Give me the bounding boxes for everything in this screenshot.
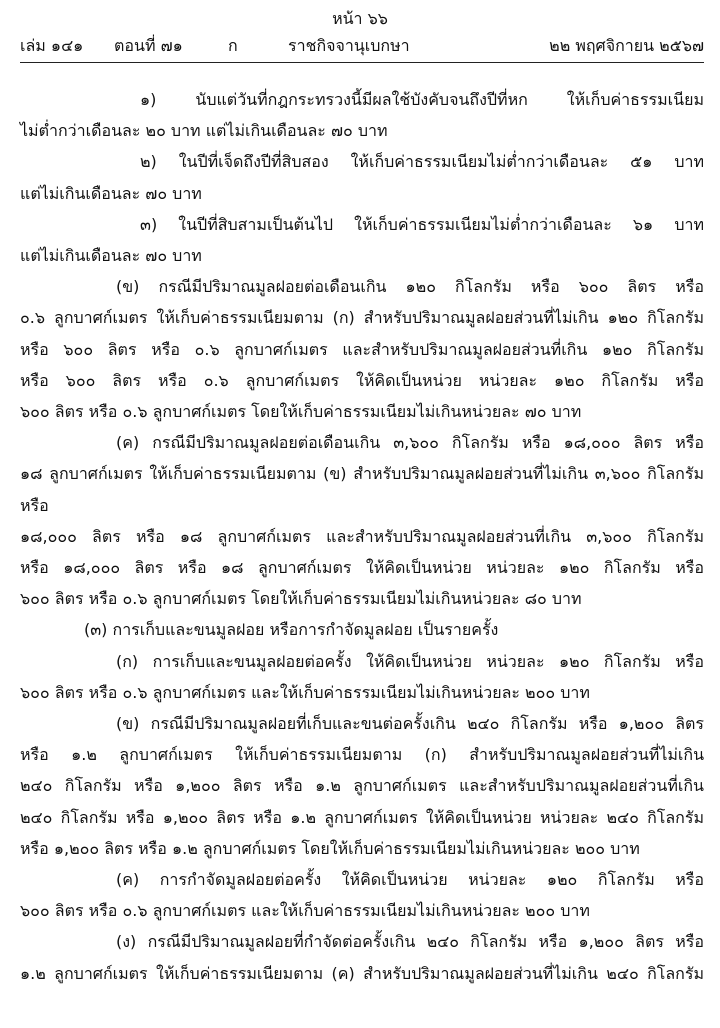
header-divider: [20, 62, 704, 63]
text-line: ไม่ต่ำกว่าเดือนละ ๒๐ บาท แต่ไม่เกินเดือนละ ๗๐ บาท: [20, 121, 388, 141]
volume-number: เล่ม ๑๔๑: [20, 36, 84, 55]
text-line: (ค) กรณีมีปริมาณมูลฝอยต่อเดือนเกิน ๓,๖๐๐ กิโลกรัม หรือ ๑๘,๐๐๐ ลิตร หรือ: [116, 433, 704, 453]
text-line: ๖๐๐ ลิตร หรือ ๐.๖ ลูกบาศก์เมตร และให้เก็บค่าธรรมเนียมไม่เกินหน่วยละ ๒๐๐ บาท: [20, 682, 590, 702]
text-line: (ข) กรณีมีปริมาณมูลฝอยต่อเดือนเกิน ๑๒๐ กิโลกรัม หรือ ๖๐๐ ลิตร หรือ: [116, 277, 704, 297]
text-line: ๐.๖ ลูกบาศก์เมตร ให้เก็บค่าธรรมเนียมตาม (ก) สำหรับปริมาณมูลฝอยส่วนที่ไม่เกิน ๑๒๐ กิโลกรัม: [20, 308, 704, 328]
text-line: (ก) การเก็บและขนมูลฝอยต่อครั้ง ให้คิดเป็นหน่วย หน่วยละ ๑๒๐ กิโลกรัม หรือ: [116, 651, 704, 671]
text-line: หรือ ๑,๒๐๐ ลิตร หรือ ๑.๒ ลูกบาศก์เมตร โดยให้เก็บค่าธรรมเนียมไม่เกินหน่วยละ ๒๐๐ บาท: [20, 838, 640, 858]
text-line: (๓) การเก็บและขนมูลฝอย หรือการกำจัดมูลฝอย เป็นรายครั้ง: [84, 620, 499, 640]
text-line: ๑.๒ ลูกบาศก์เมตร ให้เก็บค่าธรรมเนียมตาม (ค) สำหรับปริมาณมูลฝอยส่วนที่ไม่เกิน ๒๔๐ กิโลกรัม: [20, 963, 704, 983]
text-line: หรือ ๑๘,๐๐๐ ลิตร หรือ ๑๘ ลูกบาศก์เมตร ให้คิดเป็นหน่วย หน่วยละ ๑๒๐ กิโลกรัม หรือ: [20, 558, 704, 578]
text-line: ๓) ในปีที่สิบสามเป็นต้นไป ให้เก็บค่าธรรมเนียมไม่ต่ำกว่าเดือนละ ๖๑ บาท: [140, 214, 704, 234]
text-line: แต่ไม่เกินเดือนละ ๗๐ บาท: [20, 183, 202, 203]
text-line: แต่ไม่เกินเดือนละ ๗๐ บาท: [20, 246, 202, 266]
issue-number: ตอนที่ ๗๑: [114, 36, 183, 55]
text-line: หรือ ๖๐๐ ลิตร หรือ ๐.๖ ลูกบาศก์เมตร และสำหรับปริมาณมูลฝอยส่วนที่เกิน ๑๒๐ กิโลกรัม: [20, 339, 704, 359]
text-line: (ค) การกำจัดมูลฝอยต่อครั้ง ให้คิดเป็นหน่วย หน่วยละ ๑๒๐ กิโลกรัม หรือ: [116, 870, 704, 890]
text-line: หรือ ๑.๒ ลูกบาศก์เมตร ให้เก็บค่าธรรมเนียมตาม (ก) สำหรับปริมาณมูลฝอยส่วนที่ไม่เกิน: [20, 745, 704, 765]
text-line: ๒๔๐ กิโลกรัม หรือ ๑,๒๐๐ ลิตร หรือ ๑.๒ ลูกบาศก์เมตร ให้คิดเป็นหน่วย หน่วยละ ๒๔๐ กิโลกรัม: [20, 807, 704, 827]
text-line: (ข) กรณีมีปริมาณมูลฝอยที่เก็บและขนต่อครั้งเกิน ๒๔๐ กิโลกรัม หรือ ๑,๒๐๐ ลิตร: [116, 714, 704, 734]
section-letter: ก: [228, 36, 238, 55]
text-line: ๖๐๐ ลิตร หรือ ๐.๖ ลูกบาศก์เมตร โดยให้เก็บค่าธรรมเนียมไม่เกินหน่วยละ ๗๐ บาท: [20, 402, 582, 422]
text-line: ๒) ในปีที่เจ็ดถึงปีที่สิบสอง ให้เก็บค่าธรรมเนียมไม่ต่ำกว่าเดือนละ ๕๑ บาท: [140, 152, 704, 172]
text-line: ๑๘,๐๐๐ ลิตร หรือ ๑๘ ลูกบาศก์เมตร และสำหรับปริมาณมูลฝอยส่วนที่เกิน ๓,๖๐๐ กิโลกรัม: [20, 526, 704, 546]
document-body: [20, 84, 704, 989]
text-line: ๖๐๐ ลิตร หรือ ๐.๖ ลูกบาศก์เมตร โดยให้เก็บค่าธรรมเนียมไม่เกินหน่วยละ ๘๐ บาท: [20, 589, 582, 609]
publication-date: ๒๒ พฤศจิกายน ๒๕๖๗: [549, 36, 704, 55]
text-line: ๑๘ ลูกบาศก์เมตร ให้เก็บค่าธรรมเนียมตาม (ข) สำหรับปริมาณมูลฝอยส่วนที่ไม่เกิน ๓,๖๐๐ กิโลกรัม หรือ: [20, 464, 704, 515]
gazette-name: ราชกิจจานุเบกษา: [288, 36, 410, 55]
gazette-header: [20, 34, 704, 58]
text-line: ๑) นับแต่วันที่กฎกระทรวงนี้มีผลใช้บังคับจนถึงปีที่หก ให้เก็บค่าธรรมเนียม: [140, 90, 704, 109]
text-line: ๖๐๐ ลิตร หรือ ๐.๖ ลูกบาศก์เมตร และให้เก็บค่าธรรมเนียมไม่เกินหน่วยละ ๒๐๐ บาท: [20, 901, 590, 921]
text-line: (ง) กรณีมีปริมาณมูลฝอยที่กำจัดต่อครั้งเกิน ๒๔๐ กิโลกรัม หรือ ๑,๒๐๐ ลิตร หรือ: [116, 932, 704, 952]
text-line: หรือ ๖๐๐ ลิตร หรือ ๐.๖ ลูกบาศก์เมตร ให้คิดเป็นหน่วย หน่วยละ ๑๒๐ กิโลกรัม หรือ: [20, 370, 704, 390]
page-number: หน้า ๖๖: [332, 9, 388, 28]
text-line: ๒๔๐ กิโลกรัม หรือ ๑,๒๐๐ ลิตร หรือ ๑.๒ ลูกบาศก์เมตร และสำหรับปริมาณมูลฝอยส่วนที่เกิน: [20, 776, 704, 796]
